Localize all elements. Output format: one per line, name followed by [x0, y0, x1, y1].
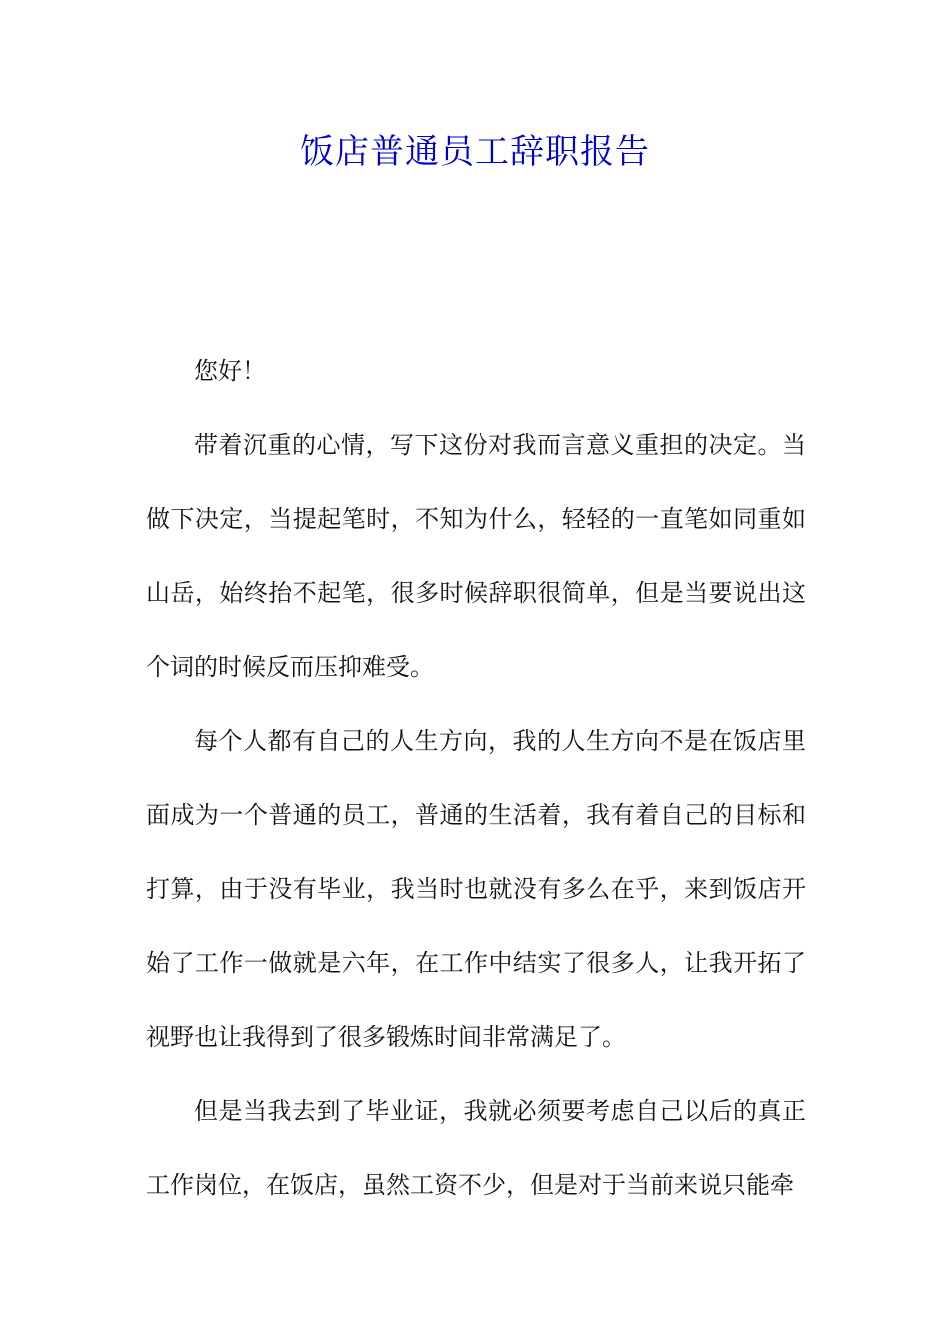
document-body — [146, 334, 806, 1222]
paragraph-2: 每个人都有自己的人生方向，我的人生方向不是在饭店里面成为一个普通的员工，普通的生活着，我有着自己的目标和打算，由于没有毕业，我当时也就没有多么在乎，来到饭店开始了工作一做就是六年，在工作中结实了很多人，让我开拓了视野也让我得到了很多锻炼时间非常满足了。 — [146, 727, 806, 1051]
document-title: 饭店普通员工辞职报告 — [300, 132, 650, 172]
greeting: 您好！ — [194, 357, 266, 385]
paragraph-3: 但是当我去到了毕业证，我就必须要考虑自己以后的真正工作岗位，在饭店，虽然工资不少，但是对于当前来说只能牵 — [146, 1097, 806, 1199]
paragraph-1: 带着沉重的心情，写下这份对我而言意义重担的决定。当做下决定，当提起笔时，不知为什么，轻轻的一直笔如同重如山岳，始终抬不起笔，很多时候辞职很简单，但是当要说出这个词的时候反而压抑难受。 — [146, 431, 806, 681]
